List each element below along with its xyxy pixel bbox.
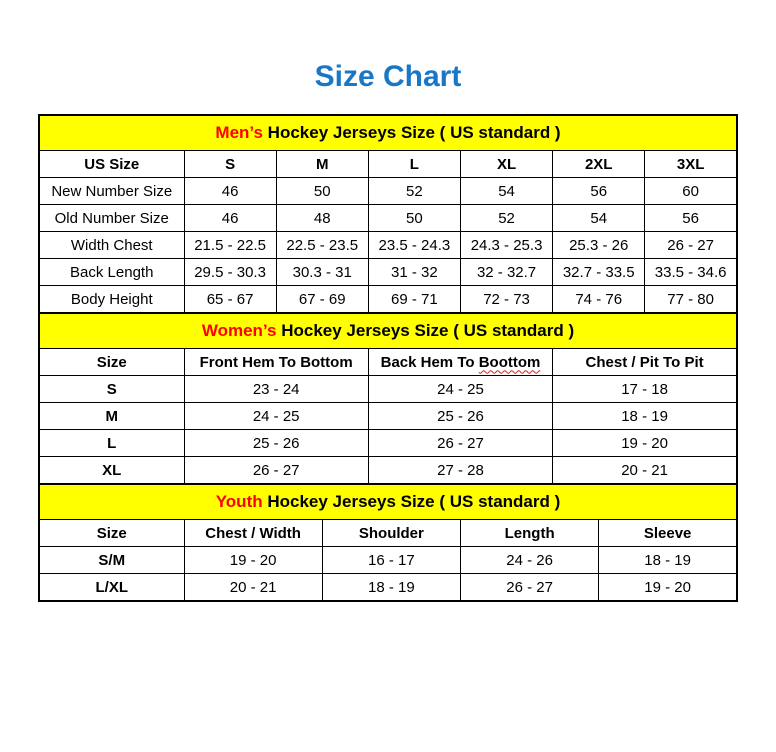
data-cell: 18 - 19 [599, 547, 737, 574]
data-cell: 31 - 32 [368, 259, 460, 286]
data-cell: 24.3 - 25.3 [460, 232, 552, 259]
table-row [39, 232, 737, 259]
data-cell: 18 - 19 [553, 403, 737, 430]
data-cell: 30.3 - 31 [276, 259, 368, 286]
row-label: XL [39, 457, 184, 485]
table-row [39, 430, 737, 457]
mens-size-table [38, 114, 738, 314]
youth-header-row [39, 520, 737, 547]
data-cell: 25 - 26 [184, 430, 368, 457]
data-cell: 52 [368, 178, 460, 205]
data-cell: 22.5 - 23.5 [276, 232, 368, 259]
data-cell: 25.3 - 26 [553, 232, 645, 259]
header-cell: S [184, 151, 276, 178]
header-cell: M [276, 151, 368, 178]
data-cell: 23 - 24 [184, 376, 368, 403]
data-cell: 69 - 71 [368, 286, 460, 314]
header-cell: Size [39, 349, 184, 376]
header-cell: 2XL [553, 151, 645, 178]
womens-section-header-row [39, 313, 737, 349]
header-cell-misspelled [368, 349, 552, 376]
data-cell: 26 - 27 [368, 430, 552, 457]
header-cell: Length [461, 520, 599, 547]
mens-section-header-row [39, 115, 737, 151]
data-cell: 24 - 25 [184, 403, 368, 430]
data-cell: 25 - 26 [368, 403, 552, 430]
data-cell: 23.5 - 24.3 [368, 232, 460, 259]
data-cell: 20 - 21 [553, 457, 737, 485]
header-cell: Sleeve [599, 520, 737, 547]
data-cell: 50 [368, 205, 460, 232]
back-hem-label-misspelled-word: Boottom [478, 353, 541, 371]
header-cell: Shoulder [322, 520, 460, 547]
youth-section-highlight: Youth [215, 492, 263, 511]
mens-section-title-rest: Hockey Jerseys Size ( US standard ) [262, 123, 561, 142]
header-cell: L [368, 151, 460, 178]
data-cell: 29.5 - 30.3 [184, 259, 276, 286]
data-cell: 27 - 28 [368, 457, 552, 485]
data-cell: 65 - 67 [184, 286, 276, 314]
table-row [39, 286, 737, 314]
back-hem-label-prefix: Back Hem To [380, 353, 475, 371]
row-label: Old Number Size [39, 205, 184, 232]
header-cell: XL [460, 151, 552, 178]
womens-section-highlight: Women’s [201, 321, 277, 340]
row-label: L [39, 430, 184, 457]
table-row [39, 259, 737, 286]
data-cell: 18 - 19 [322, 574, 460, 602]
header-cell: Chest / Pit To Pit [553, 349, 737, 376]
row-label: Body Height [39, 286, 184, 314]
data-cell: 16 - 17 [322, 547, 460, 574]
table-row [39, 178, 737, 205]
data-cell: 32.7 - 33.5 [553, 259, 645, 286]
row-label: S/M [39, 547, 184, 574]
data-cell: 24 - 26 [461, 547, 599, 574]
data-cell: 56 [553, 178, 645, 205]
data-cell: 19 - 20 [599, 574, 737, 602]
row-label: New Number Size [39, 178, 184, 205]
data-cell: 60 [645, 178, 737, 205]
page-title: Size Chart [314, 60, 462, 93]
header-cell: Front Hem To Bottom [184, 349, 368, 376]
youth-section-title-rest: Hockey Jerseys Size ( US standard ) [262, 492, 561, 511]
youth-section-header-row [39, 484, 737, 520]
data-cell: 54 [460, 178, 552, 205]
data-cell: 72 - 73 [460, 286, 552, 314]
table-row [39, 547, 737, 574]
data-cell: 77 - 80 [645, 286, 737, 314]
table-row [39, 574, 737, 602]
data-cell: 54 [553, 205, 645, 232]
youth-section-header [39, 484, 737, 520]
womens-section-title-rest: Hockey Jerseys Size ( US standard ) [276, 321, 575, 340]
mens-header-row [39, 151, 737, 178]
table-row [39, 457, 737, 485]
data-cell: 26 - 27 [184, 457, 368, 485]
data-cell: 48 [276, 205, 368, 232]
data-cell: 50 [276, 178, 368, 205]
table-row [39, 403, 737, 430]
mens-section-highlight: Men’s [215, 123, 263, 142]
data-cell: 56 [645, 205, 737, 232]
data-cell: 46 [184, 178, 276, 205]
data-cell: 17 - 18 [553, 376, 737, 403]
data-cell: 24 - 25 [368, 376, 552, 403]
youth-size-table [38, 483, 738, 602]
data-cell: 26 - 27 [461, 574, 599, 602]
header-cell: 3XL [645, 151, 737, 178]
row-label: M [39, 403, 184, 430]
table-row [39, 376, 737, 403]
data-cell: 20 - 21 [184, 574, 322, 602]
data-cell: 19 - 20 [553, 430, 737, 457]
mens-section-header [39, 115, 737, 151]
header-cell: US Size [39, 151, 184, 178]
data-cell: 26 - 27 [645, 232, 737, 259]
size-chart-page [0, 60, 776, 602]
data-cell: 74 - 76 [553, 286, 645, 314]
womens-section-header [39, 313, 737, 349]
row-label: S [39, 376, 184, 403]
data-cell: 52 [460, 205, 552, 232]
data-cell: 32 - 32.7 [460, 259, 552, 286]
data-cell: 19 - 20 [184, 547, 322, 574]
header-cell: Size [39, 520, 184, 547]
row-label: L/XL [39, 574, 184, 602]
womens-header-row [39, 349, 737, 376]
womens-size-table [38, 312, 738, 485]
header-cell: Chest / Width [184, 520, 322, 547]
size-tables [38, 114, 738, 602]
row-label: Width Chest [39, 232, 184, 259]
row-label: Back Length [39, 259, 184, 286]
data-cell: 67 - 69 [276, 286, 368, 314]
data-cell: 21.5 - 22.5 [184, 232, 276, 259]
data-cell: 46 [184, 205, 276, 232]
data-cell: 33.5 - 34.6 [645, 259, 737, 286]
table-row [39, 205, 737, 232]
